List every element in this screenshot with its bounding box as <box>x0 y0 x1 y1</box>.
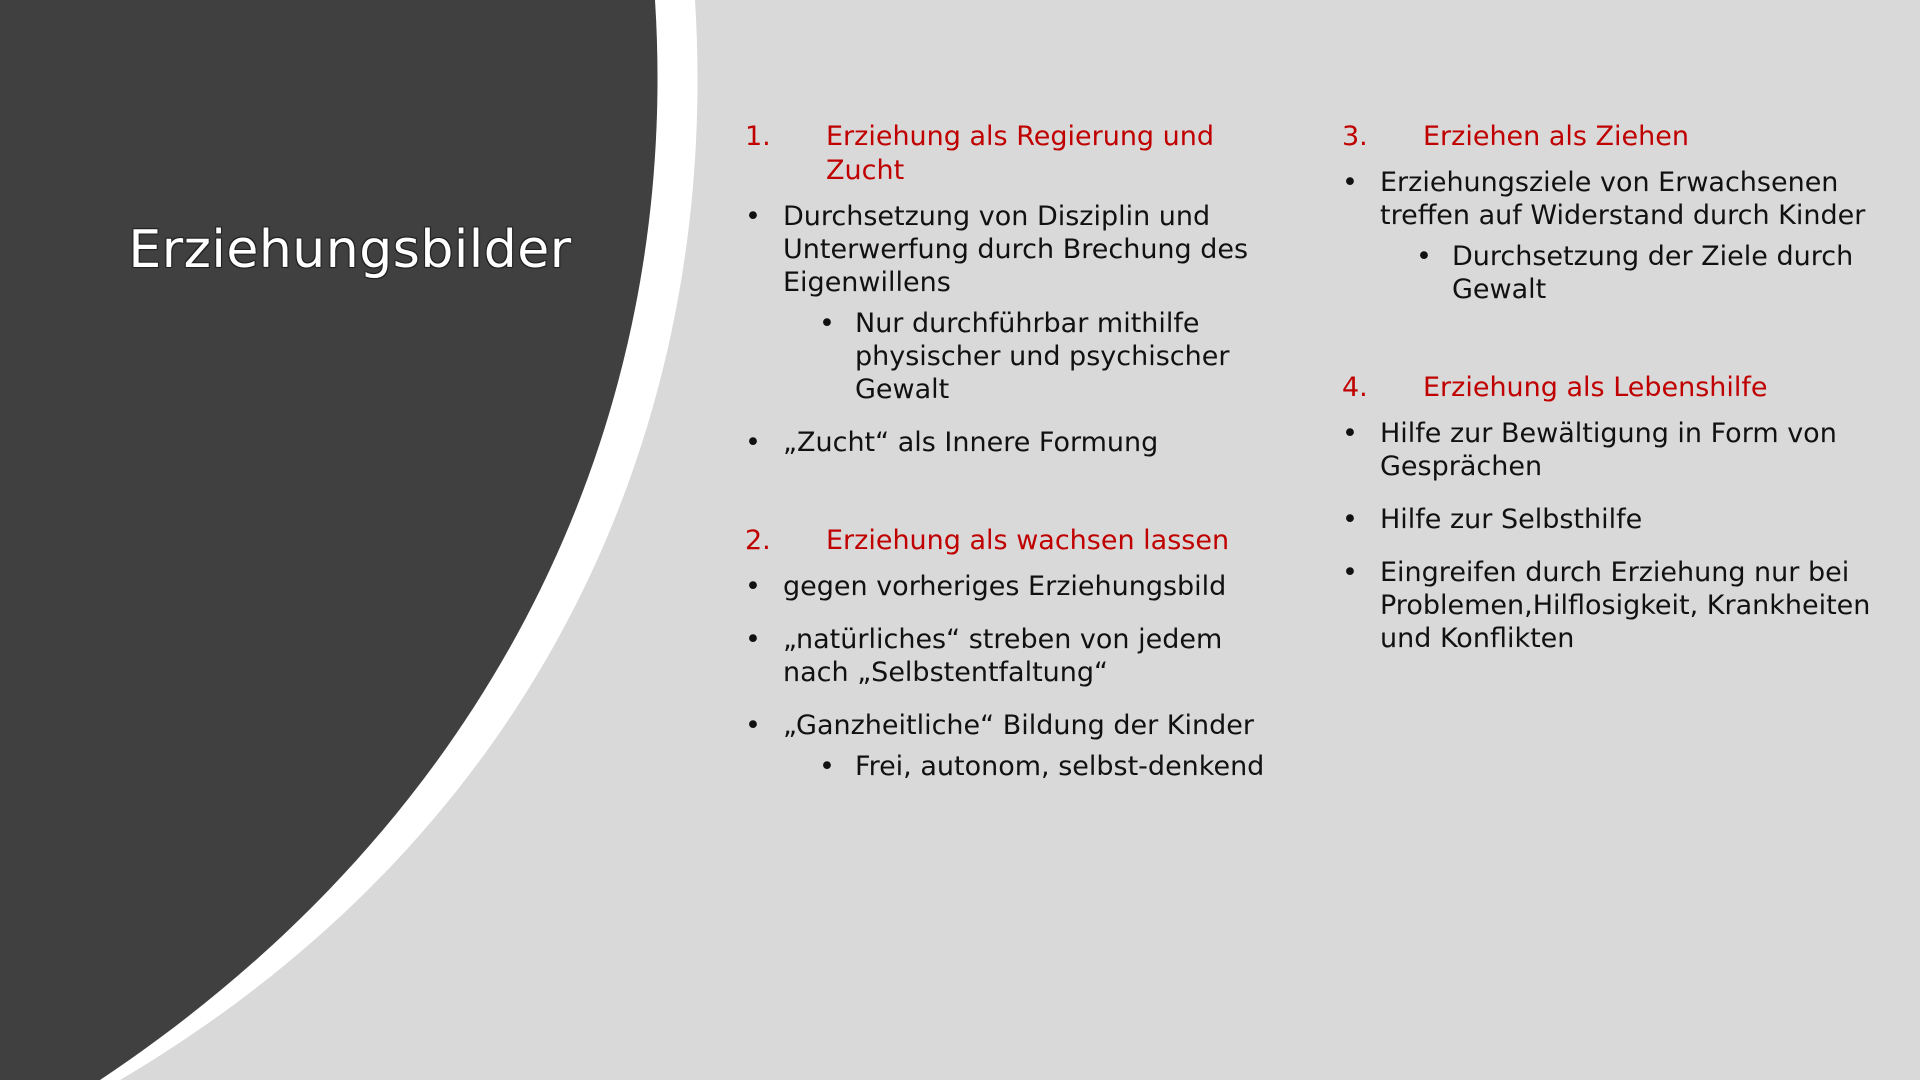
section-number: 2. <box>745 525 771 556</box>
bullet-list <box>1342 166 1902 306</box>
sub-bullet-list <box>783 750 1285 783</box>
section-heading <box>1342 371 1902 405</box>
sub-bullet-text: Frei, autonom, selbst-denkend <box>855 751 1265 782</box>
section-heading <box>745 120 1285 188</box>
section-title: Erziehung als wachsen lassen <box>826 525 1230 556</box>
section-title: Erziehen als Ziehen <box>1423 121 1690 152</box>
bullet-list <box>1342 417 1902 655</box>
content-column-right <box>1342 120 1902 675</box>
bullet-text: Erziehungsziele von Erwachsenen treffen auf Widerstand durch Kinder <box>1380 167 1866 231</box>
slide-title: Erziehungsbilder <box>128 220 572 280</box>
list-item <box>1342 503 1902 536</box>
list-item <box>745 200 1285 406</box>
bullet-text: Hilfe zur Bewältigung in Form von Gesprächen <box>1380 418 1837 482</box>
section-heading <box>1342 120 1902 154</box>
section-3 <box>1342 120 1902 306</box>
sub-bullet-list <box>783 307 1285 406</box>
sub-list-item <box>1380 240 1902 306</box>
bullet-text: Durchsetzung von Disziplin und Unterwerfung durch Brechung des Eigenwillens <box>783 201 1249 298</box>
section-number: 4. <box>1342 372 1368 403</box>
list-item <box>745 623 1285 689</box>
sub-list-item <box>783 307 1285 406</box>
list-item <box>745 709 1285 783</box>
bullet-list <box>745 570 1285 783</box>
bullet-list <box>745 200 1285 459</box>
bullet-text: „natürliches“ streben von jedem nach „Selbstentfaltung“ <box>783 624 1223 688</box>
bullet-text: Eingreifen durch Erziehung nur bei Problemen,Hilflosigkeit, Krankheiten und Konflikten <box>1380 557 1871 654</box>
section-number: 3. <box>1342 121 1368 152</box>
list-item <box>745 570 1285 603</box>
list-item <box>1342 556 1902 655</box>
list-item <box>1342 417 1902 483</box>
sub-bullet-text: Nur durchführbar mithilfe physischer und psychischer Gewalt <box>855 308 1230 405</box>
content-column-left <box>745 120 1285 803</box>
sub-list-item <box>783 750 1285 783</box>
section-title: Erziehung als Regierung und Zucht <box>826 121 1215 186</box>
bullet-text: gegen vorheriges Erziehungsbild <box>783 571 1227 602</box>
section-1 <box>745 120 1285 459</box>
sub-bullet-list <box>1380 240 1902 306</box>
bullet-text: „Zucht“ als Innere Formung <box>783 427 1159 458</box>
sub-bullet-text: Durchsetzung der Ziele durch Gewalt <box>1452 241 1854 305</box>
bullet-text: Hilfe zur Selbsthilfe <box>1380 504 1643 535</box>
section-title: Erziehung als Lebenshilfe <box>1423 372 1768 403</box>
section-2 <box>745 524 1285 783</box>
list-item <box>1342 166 1902 306</box>
section-4 <box>1342 371 1902 655</box>
section-heading <box>745 524 1285 558</box>
list-item <box>745 426 1285 459</box>
bullet-text: „Ganzheitliche“ Bildung der Kinder <box>783 710 1254 741</box>
section-number: 1. <box>745 121 771 152</box>
